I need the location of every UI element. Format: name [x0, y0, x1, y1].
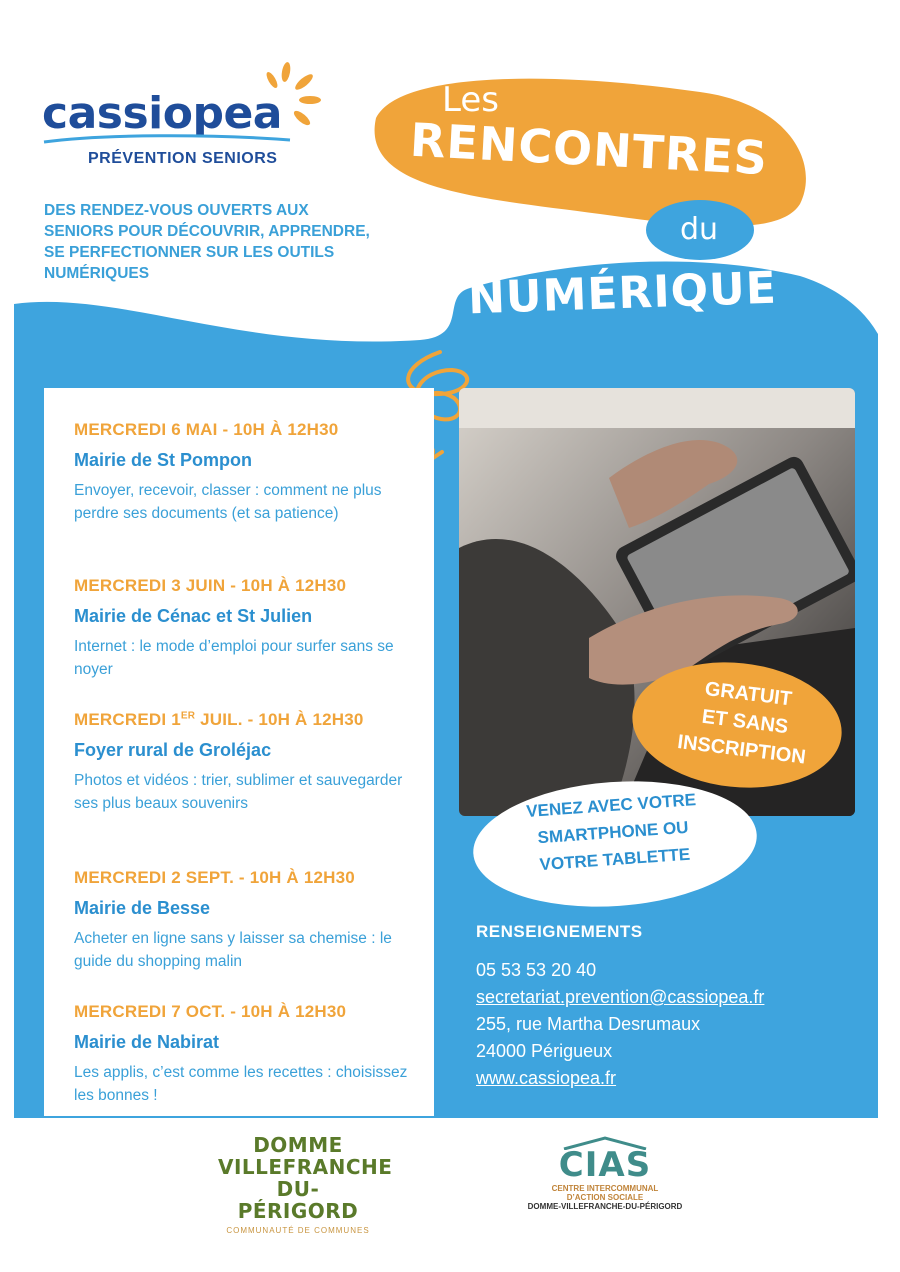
- info-email-link[interactable]: secretariat.prevention@cassiopea.fr: [476, 987, 765, 1007]
- bring-device-badge-text: VENEZ AVEC VOTRE SMARTPHONE OU VOTRE TABLETTE: [525, 790, 697, 875]
- event-description: Envoyer, recevoir, classer : comment ne plus perdre ses documents (et sa patience): [74, 482, 382, 522]
- event-description: Internet : le mode d’emploi pour surfer sans se noyer: [74, 638, 394, 678]
- brand-tagline: PRÉVENTION SENIORS: [88, 150, 278, 167]
- info-phone: 05 53 53 20 40: [476, 960, 597, 980]
- event-date: MERCREDI 1ER JUIL. - 10H À 12H30: [74, 710, 364, 729]
- event-item: [74, 710, 414, 815]
- event-place: Foyer rural de Groléjac: [74, 740, 272, 760]
- event-item: [74, 868, 414, 973]
- brand-name: cassiopea: [42, 88, 282, 139]
- event-date: MERCREDI 7 OCT. - 10H À 12H30: [74, 1002, 347, 1021]
- event-description: Photos et vidéos : trier, sublimer et sauvegarder ses plus beaux souvenirs: [74, 772, 403, 812]
- event-place: Mairie de Nabirat: [74, 1032, 220, 1052]
- title-numerique: NUMÉRIQUE: [467, 262, 778, 325]
- event-date: MERCREDI 6 MAI - 10H À 12H30: [74, 420, 339, 439]
- title-rencontres: RENCONTRES: [408, 112, 770, 186]
- event-date: MERCREDI 2 SEPT. - 10H À 12H30: [74, 868, 355, 887]
- event-place: Mairie de Cénac et St Julien: [74, 606, 313, 626]
- partner-logo-communaute: DOMME VILLEFRANCHE DU-PÉRIGORD COMMUNAUTÉ DE COMMUNES: [218, 1133, 393, 1235]
- event-item: [74, 420, 414, 525]
- info-website-link[interactable]: www.cassiopea.fr: [476, 1068, 617, 1088]
- event-date: MERCREDI 3 JUIN - 10H À 12H30: [74, 576, 347, 595]
- partner-logo-cias: CIAS CENTRE INTERCOMMUNAL D’ACTION SOCIALE DOMME-VILLEFRANCHE-DU-PÉRIGORD: [520, 1136, 690, 1212]
- logo-swoosh: [42, 132, 292, 146]
- event-place: Mairie de St Pompon: [74, 450, 253, 470]
- event-place: Mairie de Besse: [74, 898, 211, 918]
- info-city: 24000 Périgueux: [476, 1041, 613, 1061]
- event-item: [74, 576, 414, 681]
- intro-text: DES RENDEZ-VOUS OUVERTS AUX SENIORS POUR DÉCOUVRIR, APPRENDRE, SE PERFECTIONNER SUR LES OUTILS NUMÉRIQUES: [44, 202, 370, 282]
- event-description: Les applis, c’est comme les recettes : choisissez les bonnes !: [74, 1064, 408, 1104]
- title-les: Les: [442, 80, 499, 120]
- event-item: [74, 1002, 414, 1107]
- title-du: du: [680, 212, 719, 247]
- event-description: Acheter en ligne sans y laisser sa chemise : le guide du shopping malin: [74, 930, 392, 970]
- info-street: 255, rue Martha Desrumaux: [476, 1014, 701, 1034]
- free-badge-text: GRATUIT ET SANS INSCRIPTION: [676, 677, 807, 769]
- info-heading: RENSEIGNEMENTS: [476, 922, 643, 941]
